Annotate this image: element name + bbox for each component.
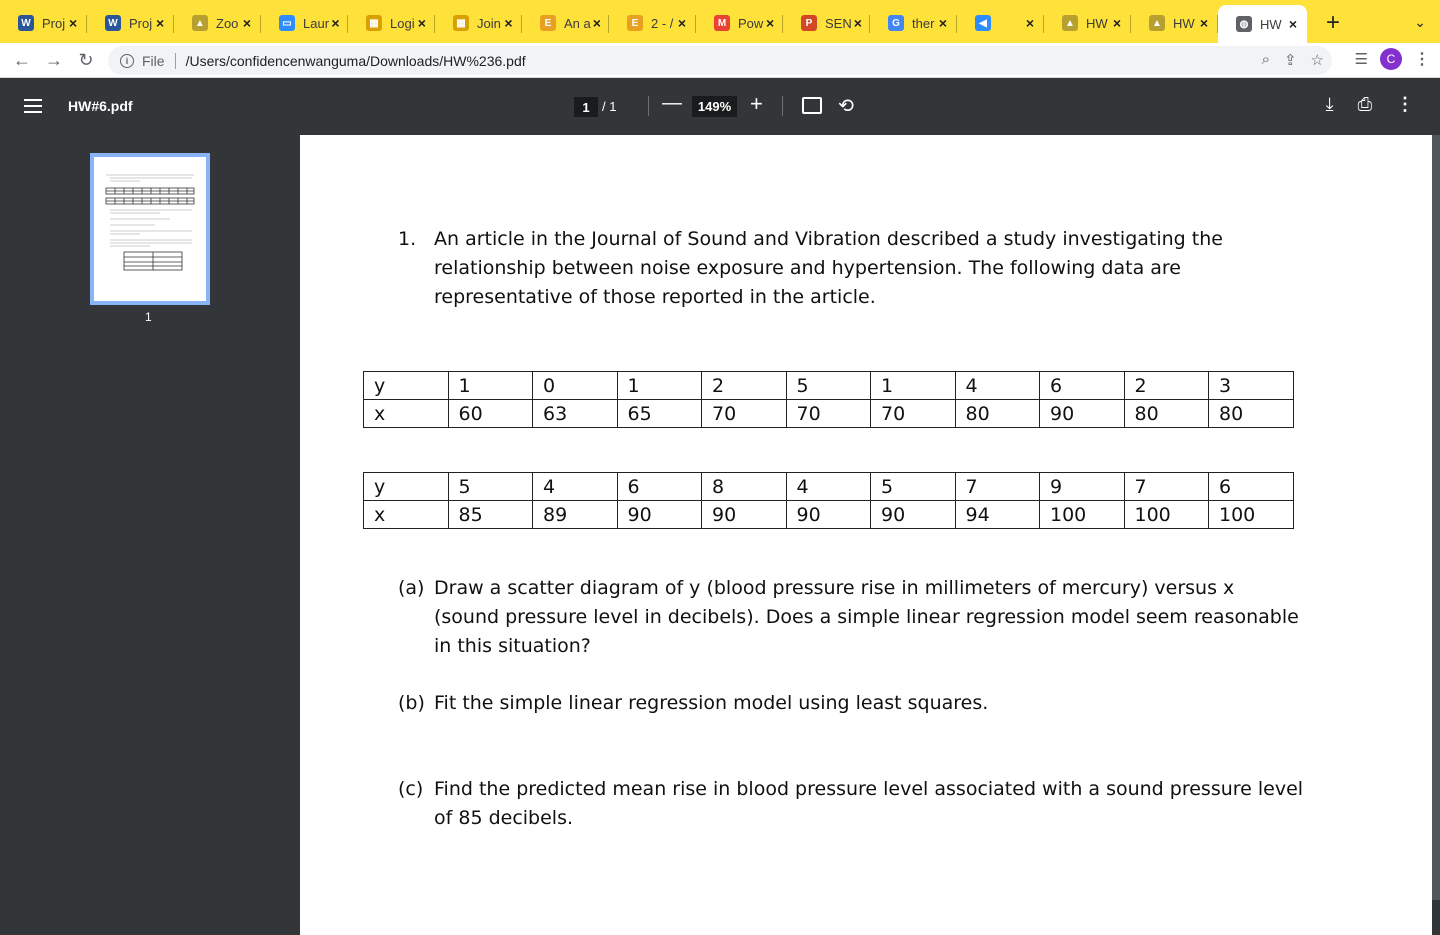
browser-tab[interactable] (261, 5, 348, 41)
row-label: y (364, 372, 449, 400)
google-icon: G (888, 15, 904, 31)
tab-strip (0, 0, 1440, 43)
scrollbar[interactable] (1432, 135, 1440, 900)
browser-tab[interactable] (1044, 5, 1131, 41)
table-cell: 70 (871, 400, 956, 428)
back-icon[interactable]: ← (13, 49, 31, 70)
close-icon[interactable]: × (155, 15, 165, 31)
url-text: /Users/confidencenwanguma/Downloads/HW%236.pdf (185, 52, 526, 69)
close-icon[interactable]: × (331, 15, 340, 31)
browser-tab[interactable] (609, 5, 696, 41)
question-number: 1. (398, 228, 417, 250)
browser-tab[interactable] (174, 5, 261, 41)
table-cell: 80 (1209, 400, 1294, 428)
toolbar-divider (648, 96, 649, 116)
browser-tab[interactable] (0, 5, 87, 41)
close-icon[interactable]: × (1025, 15, 1035, 31)
table-cell: 80 (955, 400, 1040, 428)
table-cell: 85 (448, 501, 533, 529)
browser-tab[interactable] (348, 5, 435, 41)
table-cell: 70 (786, 400, 871, 428)
browser-tab[interactable] (522, 5, 609, 41)
table-row (364, 473, 1294, 501)
page-thumbnail[interactable] (90, 153, 210, 305)
table-cell: 8 (702, 473, 787, 501)
word-icon: W (18, 15, 34, 31)
canvas-icon: ▲ (1062, 15, 1078, 31)
reading-list-icon[interactable]: ☰ (1354, 51, 1368, 68)
close-icon[interactable]: × (853, 15, 862, 31)
print-icon[interactable]: ⎙ (1357, 94, 1372, 114)
tab-label: SEN (825, 15, 852, 31)
table-cell: 70 (702, 400, 787, 428)
canvas-icon: ▲ (1149, 15, 1165, 31)
table-cell: 5 (786, 372, 871, 400)
gmail-icon: M (714, 15, 730, 31)
part-label-a: (a) (398, 577, 425, 599)
table-cell: 90 (1040, 400, 1125, 428)
part-text-c: Find the predicted mean rise in blood pressure level associated with a sound pressure level of 85 decibels. (434, 778, 1304, 829)
tab-label: Logi (390, 15, 415, 31)
table-cell: 4 (786, 473, 871, 501)
close-icon[interactable]: × (677, 15, 687, 31)
menu-kebab-icon[interactable]: ⋮ (1414, 51, 1430, 68)
row-label: y (364, 473, 449, 501)
close-icon[interactable]: × (766, 15, 775, 31)
table-cell: 90 (786, 501, 871, 529)
browser-tab[interactable] (957, 5, 1044, 41)
table-cell: 7 (955, 473, 1040, 501)
toolbar-divider (782, 96, 783, 116)
fit-page-icon[interactable] (802, 97, 822, 114)
tab-search-chevron-icon[interactable]: ⌄ (1414, 14, 1426, 30)
table-cell: 9 (1040, 473, 1125, 501)
browser-tab[interactable] (1218, 5, 1307, 43)
tab-label: An a (564, 15, 591, 31)
table-cell: 1 (617, 372, 702, 400)
browser-tab[interactable] (870, 5, 957, 41)
canvas-icon: ▲ (192, 15, 208, 31)
tab-label: HW (1260, 16, 1282, 32)
scheme-label: File (142, 52, 165, 69)
table-cell: 60 (448, 400, 533, 428)
table-cell: 0 (533, 372, 618, 400)
grid-icon: ▦ (453, 15, 469, 31)
part-label-b: (b) (398, 692, 425, 714)
tab-label: Laur (303, 15, 330, 31)
table-cell: 6 (1040, 372, 1125, 400)
table-cell: 94 (955, 501, 1040, 529)
zoom-in-icon[interactable]: + (750, 91, 763, 116)
table-cell: 7 (1124, 473, 1209, 501)
data-table-1 (363, 371, 1294, 428)
browser-tab[interactable] (87, 5, 174, 41)
table-cell: 6 (1209, 473, 1294, 501)
part-label-c: (c) (398, 778, 424, 800)
table-cell: 1 (871, 372, 956, 400)
close-icon[interactable]: × (68, 15, 78, 31)
table-cell: 89 (533, 501, 618, 529)
table-cell: 90 (617, 501, 702, 529)
browser-tab[interactable] (435, 5, 522, 41)
zoom-icon: ▭ (279, 15, 295, 31)
table-cell: 4 (955, 372, 1040, 400)
thumbnail-sidebar (0, 135, 300, 900)
site-info-icon[interactable]: i (120, 54, 134, 68)
close-icon[interactable]: × (1288, 16, 1298, 32)
tab-label: 2 - / (651, 15, 674, 31)
address-bar[interactable] (108, 46, 1332, 75)
download-icon[interactable]: ⤓ (1325, 94, 1334, 114)
address-divider (175, 53, 176, 69)
new-tab-button[interactable]: + (1325, 9, 1340, 36)
table-cell: 100 (1209, 501, 1294, 529)
pdf-viewer[interactable] (300, 135, 1440, 900)
avatar[interactable]: C (1380, 48, 1402, 70)
table-cell: 2 (702, 372, 787, 400)
bookmark-star-icon[interactable]: ☆ (1310, 52, 1324, 69)
table-cell: 1 (448, 372, 533, 400)
word-icon: W (105, 15, 121, 31)
table-cell: 5 (448, 473, 533, 501)
table-cell: 65 (617, 400, 702, 428)
table-row (364, 400, 1294, 428)
table-cell: 4 (533, 473, 618, 501)
e-icon: E (627, 15, 643, 31)
close-icon[interactable]: × (242, 15, 252, 31)
e-icon: E (540, 15, 556, 31)
tab-label: HW (1173, 15, 1195, 31)
table-cell: 3 (1209, 372, 1294, 400)
page-total: / 1 (602, 99, 617, 114)
close-icon[interactable]: × (417, 15, 426, 31)
tab-label: Proj (42, 15, 66, 31)
data-table-2 (363, 472, 1294, 529)
more-options-icon[interactable]: ⋮ (1396, 94, 1414, 114)
table-cell: 80 (1124, 400, 1209, 428)
rotate-icon[interactable]: ⟲ (838, 96, 854, 117)
close-icon[interactable]: × (592, 15, 601, 31)
browser-tab[interactable] (696, 5, 783, 41)
question-text: An article in the Journal of Sound and Vibration described a study investigating the relationship between noise exposure and hypertension. The following data are representative of those reported in the article. (434, 228, 1223, 308)
close-icon[interactable]: × (1112, 15, 1122, 31)
thumbnail-page-number: 1 (145, 310, 152, 324)
tab-label: Proj (129, 15, 153, 31)
table-cell: 90 (702, 501, 787, 529)
pdf-toolbar (0, 79, 1440, 135)
table-cell: 2 (1124, 372, 1209, 400)
share-icon[interactable]: ⇪ (1283, 52, 1297, 69)
zoom-input[interactable]: 149% (692, 96, 737, 117)
page-number-input[interactable]: 1 (574, 97, 598, 117)
part-text-a: Draw a scatter diagram of y (blood pressure rise in millimeters of mercury) versus x (sound pressure level in decibels). Does a simple linear regression model seem reasonable in this situation? (434, 577, 1299, 657)
row-label: x (364, 400, 449, 428)
browser-tab[interactable] (783, 5, 870, 41)
tab-label: Zoo (216, 15, 239, 31)
tab-label: HW (1086, 15, 1108, 31)
close-icon[interactable]: × (504, 15, 513, 31)
thumbnail-preview-icon (100, 163, 200, 295)
pdf-title: HW#6.pdf (68, 98, 133, 114)
powerpoint-icon: P (801, 15, 817, 31)
tab-label: Pow (738, 15, 764, 31)
part-text-b: Fit the simple linear regression model using least squares. (434, 692, 989, 714)
pdf-page (300, 135, 1432, 935)
sidebar-menu-icon[interactable] (24, 99, 42, 113)
zoom-out-icon[interactable]: — (662, 92, 682, 114)
audio-icon: ◀ (975, 15, 991, 31)
table-cell: 90 (871, 501, 956, 529)
table-row (364, 372, 1294, 400)
browser-toolbar (0, 43, 1440, 78)
tab-label: Join (477, 15, 501, 31)
table-cell: 5 (871, 473, 956, 501)
tab-label: ther (912, 15, 935, 31)
zoom-icon[interactable]: ⌕ (1261, 51, 1270, 68)
table-cell: 100 (1040, 501, 1125, 529)
browser-tab[interactable] (1131, 5, 1218, 41)
forward-icon[interactable]: → (45, 49, 63, 70)
reload-icon[interactable]: ↻ (78, 49, 94, 70)
table-cell: 6 (617, 473, 702, 501)
globe-icon: ◍ (1236, 16, 1252, 32)
close-icon[interactable]: × (938, 15, 948, 31)
grid-icon: ▦ (366, 15, 382, 31)
table-cell: 100 (1124, 501, 1209, 529)
table-row (364, 501, 1294, 529)
row-label: x (364, 501, 449, 529)
close-icon[interactable]: × (1199, 15, 1209, 31)
table-cell: 63 (533, 400, 618, 428)
